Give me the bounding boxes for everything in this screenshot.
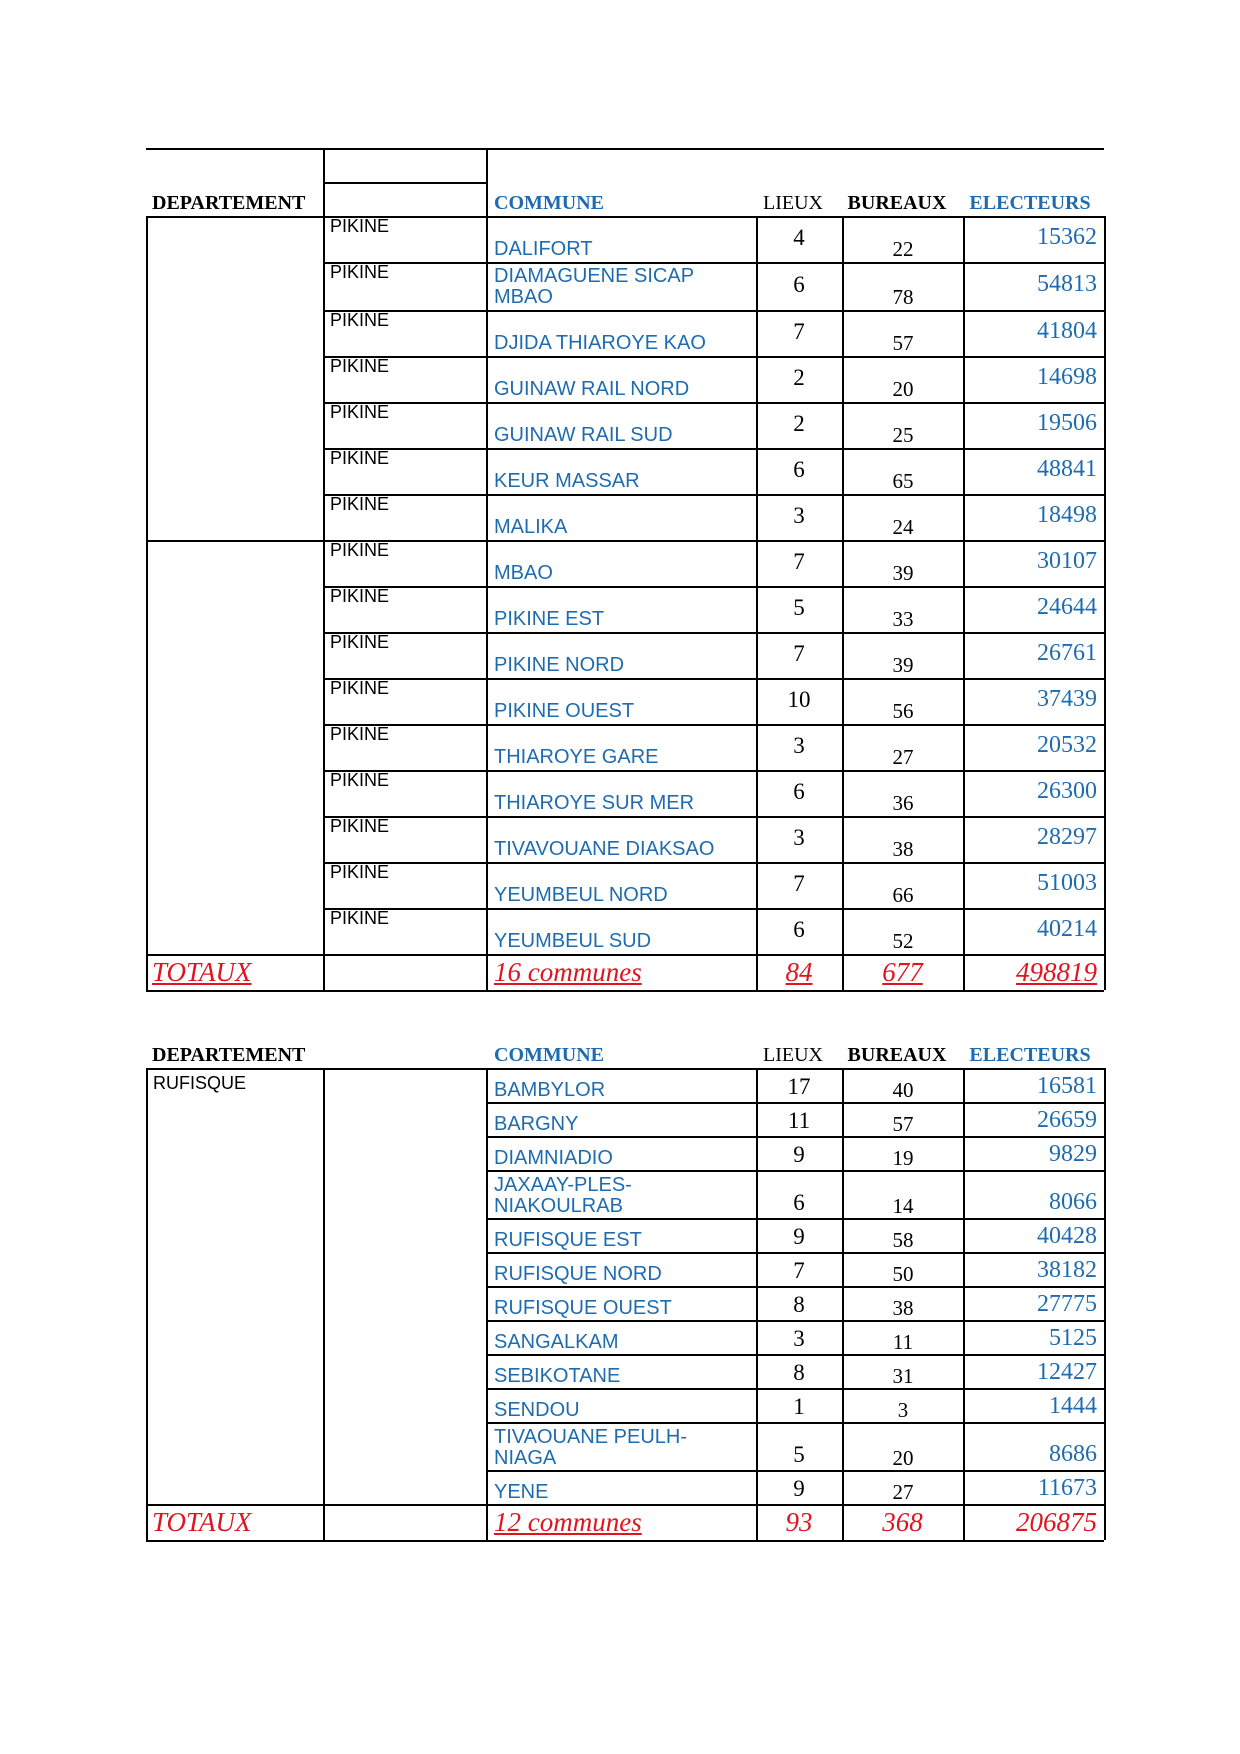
electeurs-cell: 9829 (1049, 1140, 1097, 1167)
arrondissement-cell: PIKINE (330, 356, 390, 376)
arrondissement-cell: PIKINE (330, 724, 390, 744)
lieux-cell: 17 (787, 1073, 811, 1099)
bureaux-cell: 3 (897, 1397, 909, 1422)
bureaux-cell: 58 (892, 1227, 914, 1252)
bureaux-cell: 39 (892, 652, 914, 677)
electeurs-cell: 11673 (1037, 1474, 1097, 1501)
bureaux-cell: 50 (892, 1261, 914, 1286)
bureaux-cell: 52 (892, 928, 914, 953)
arrondissement-cell: PIKINE (330, 586, 390, 606)
electeurs-cell: 48841 (1037, 456, 1097, 483)
header-bureaux: BUREAUX (847, 1044, 947, 1066)
header-commune: COMMUNE (494, 1044, 604, 1066)
commune-cell: RUFISQUE EST (494, 1229, 642, 1251)
electeurs-cell: 1444 (1049, 1392, 1097, 1419)
commune-cell: THIAROYE SUR MER (494, 792, 695, 814)
commune-cell: TIVAVOUANE DIAKSAO (494, 838, 715, 860)
arrondissement-cell: PIKINE (330, 908, 390, 928)
commune-cell: RUFISQUE NORD (494, 1263, 662, 1285)
electeurs-cell: 41804 (1037, 318, 1097, 345)
table1-col-rule (323, 216, 325, 990)
bureaux-cell: 56 (892, 698, 914, 723)
electeurs-cell: 28297 (1037, 824, 1097, 851)
header-commune: COMMUNE (494, 192, 604, 214)
commune-cell: SENDOU (494, 1399, 580, 1421)
lieux-cell: 6 (793, 916, 805, 942)
table1-header-divider (323, 148, 325, 216)
bureaux-cell: 38 (892, 1295, 914, 1320)
table1-top-rule (146, 148, 1104, 150)
commune-cell: DJIDA THIAROYE KAO (494, 332, 706, 354)
bureaux-cell: 20 (892, 376, 914, 401)
electeurs-cell: 40428 (1037, 1222, 1097, 1249)
bureaux-cell: 38 (892, 836, 914, 861)
arrondissement-cell: PIKINE (330, 632, 390, 652)
lieux-cell: 10 (787, 686, 811, 712)
arrondissement-cell: PIKINE (330, 862, 390, 882)
commune-cell: GUINAW RAIL SUD (494, 424, 673, 446)
bureaux-cell: 39 (892, 560, 914, 585)
commune-cell: YEUMBEUL SUD (494, 930, 652, 952)
totals-label: TOTAUX (152, 956, 252, 987)
commune-cell: PIKINE OUEST (494, 700, 635, 722)
lieux-cell: 7 (793, 870, 805, 896)
bureaux-cell: 40 (892, 1077, 914, 1102)
lieux-cell: 3 (793, 824, 805, 850)
commune-cell: MBAO (494, 562, 553, 584)
commune-cell: KEUR MASSAR (494, 470, 640, 492)
lieux-cell: 3 (793, 502, 805, 528)
table1-col-rule (1104, 216, 1106, 990)
electeurs-cell: 19506 (1037, 410, 1097, 437)
totals-bureaux: 677 (882, 956, 923, 987)
lieux-cell: 6 (793, 271, 805, 297)
lieux-cell: 9 (793, 1223, 805, 1249)
lieux-cell: 9 (793, 1141, 805, 1167)
lieux-cell: 2 (793, 410, 805, 436)
electeurs-cell: 38182 (1037, 1256, 1097, 1283)
bureaux-cell: 57 (892, 1111, 914, 1136)
commune-cell: GUINAW RAIL NORD (494, 378, 690, 400)
lieux-cell: 5 (793, 594, 805, 620)
table2-col-rule (323, 1068, 325, 1540)
arrondissement-cell: PIKINE (330, 540, 390, 560)
table1-col-rule (146, 216, 148, 990)
electeurs-cell: 20532 (1037, 732, 1097, 759)
bureaux-cell: 19 (892, 1145, 914, 1170)
electeurs-cell: 40214 (1037, 916, 1097, 943)
lieux-cell: 6 (793, 456, 805, 482)
bureaux-cell: 11 (892, 1329, 914, 1354)
bureaux-cell: 20 (892, 1445, 914, 1470)
table2-col-rule (486, 1068, 488, 1540)
electeurs-cell: 27775 (1037, 1290, 1097, 1317)
electeurs-cell: 26761 (1037, 640, 1097, 667)
commune-cell: YENE (494, 1481, 549, 1503)
lieux-cell: 7 (793, 1257, 805, 1283)
arrondissement-cell: PIKINE (330, 816, 390, 836)
bureaux-cell: 78 (892, 284, 914, 309)
commune-cell: SEBIKOTANE (494, 1365, 621, 1387)
arrondissement-cell: PIKINE (330, 770, 390, 790)
arrondissement-cell: PIKINE (330, 494, 390, 514)
totals-lieux: 93 (785, 1506, 813, 1537)
table1-header-divider (486, 148, 488, 216)
table2-col-rule (1104, 1068, 1106, 1540)
arrondissement-cell: PIKINE (330, 402, 390, 422)
bureaux-cell: 14 (892, 1193, 914, 1218)
totals-communes: 16 communes (494, 956, 642, 987)
commune-cell: YEUMBEUL NORD (494, 884, 668, 906)
commune-cell: TIVAOUANE PEULH- NIAGA (494, 1426, 687, 1469)
electeurs-cell: 8066 (1049, 1188, 1097, 1215)
commune-cell: DIAMAGUENE SICAP MBAO (494, 265, 695, 308)
arrondissement-cell: PIKINE (330, 310, 390, 330)
table1-col-rule (486, 216, 488, 990)
commune-cell: JAXAAY-PLES- NIAKOULRAB (494, 1174, 632, 1217)
lieux-cell: 9 (793, 1475, 805, 1501)
commune-cell: PIKINE EST (494, 608, 605, 630)
electeurs-cell: 14698 (1037, 364, 1097, 391)
electeurs-cell: 37439 (1037, 686, 1097, 713)
commune-cell: DIAMNIADIO (494, 1147, 613, 1169)
lieux-cell: 3 (793, 732, 805, 758)
header-departement: DEPARTEMENT (152, 192, 306, 214)
electeurs-cell: 54813 (1037, 271, 1097, 298)
lieux-cell: 6 (793, 778, 805, 804)
electeurs-cell: 18498 (1037, 502, 1097, 529)
commune-cell: SANGALKAM (494, 1331, 619, 1353)
lieux-cell: 2 (793, 364, 805, 390)
commune-cell: DALIFORT (494, 238, 593, 260)
commune-cell: THIAROYE GARE (494, 746, 659, 768)
arrondissement-cell: PIKINE (330, 678, 390, 698)
totals-electeurs: 206875 (1016, 1506, 1097, 1537)
table2-bottom-rule (146, 1540, 1104, 1542)
bureaux-cell: 27 (892, 1479, 914, 1504)
electeurs-cell: 16581 (1037, 1072, 1097, 1099)
arrondissement-cell: PIKINE (330, 216, 390, 236)
electeurs-cell: 12427 (1037, 1358, 1097, 1385)
header-electeurs: ELECTEURS (969, 192, 1091, 214)
electeurs-cell: 51003 (1037, 870, 1097, 897)
header-bureaux: BUREAUX (847, 192, 947, 214)
header-departement: DEPARTEMENT (152, 1044, 306, 1066)
lieux-cell: 4 (793, 224, 805, 250)
arrondissement-cell: PIKINE (330, 262, 390, 282)
electeurs-cell: 26659 (1037, 1106, 1097, 1133)
arrondissement-cell: PIKINE (330, 448, 390, 468)
bureaux-cell: 33 (892, 606, 914, 631)
totals-bureaux: 368 (882, 1506, 923, 1537)
electeurs-cell: 8686 (1049, 1440, 1097, 1467)
lieux-cell: 1 (793, 1393, 805, 1419)
bureaux-cell: 57 (892, 330, 914, 355)
table1-bottom-rule (146, 990, 1104, 992)
lieux-cell: 3 (793, 1325, 805, 1351)
bureaux-cell: 66 (892, 882, 914, 907)
totals-electeurs: 498819 (1016, 956, 1097, 987)
lieux-cell: 6 (793, 1189, 805, 1215)
electeurs-cell: 26300 (1037, 778, 1097, 805)
totals-communes: 12 communes (494, 1506, 642, 1537)
lieux-cell: 7 (793, 640, 805, 666)
lieux-cell: 8 (793, 1359, 805, 1385)
header-lieux: LIEUX (763, 192, 823, 214)
totals-label: TOTAUX (152, 1506, 252, 1537)
header-electeurs: ELECTEURS (969, 1044, 1091, 1066)
lieux-cell: 5 (793, 1441, 805, 1467)
bureaux-cell: 22 (892, 236, 914, 261)
lieux-cell: 11 (787, 1107, 811, 1133)
lieux-cell: 7 (793, 318, 805, 344)
electeurs-cell: 30107 (1037, 548, 1097, 575)
bureaux-cell: 25 (892, 422, 914, 447)
table1-sub-rule (323, 182, 486, 184)
header-lieux: LIEUX (763, 1044, 823, 1066)
lieux-cell: 7 (793, 548, 805, 574)
commune-cell: MALIKA (494, 516, 568, 538)
departement-cell: RUFISQUE (153, 1073, 247, 1093)
totals-lieux: 84 (785, 956, 813, 987)
bureaux-cell: 24 (892, 514, 914, 539)
lieux-cell: 8 (793, 1291, 805, 1317)
electeurs-cell: 5125 (1049, 1324, 1097, 1351)
bureaux-cell: 27 (892, 744, 914, 769)
electeurs-cell: 15362 (1037, 224, 1097, 251)
bureaux-cell: 36 (892, 790, 914, 815)
table2-col-rule (146, 1068, 148, 1540)
electeurs-cell: 24644 (1037, 594, 1097, 621)
commune-cell: RUFISQUE OUEST (494, 1297, 672, 1319)
bureaux-cell: 65 (892, 468, 914, 493)
commune-cell: PIKINE NORD (494, 654, 625, 676)
bureaux-cell: 31 (892, 1363, 914, 1388)
commune-cell: BAMBYLOR (494, 1079, 606, 1101)
commune-cell: BARGNY (494, 1113, 579, 1135)
